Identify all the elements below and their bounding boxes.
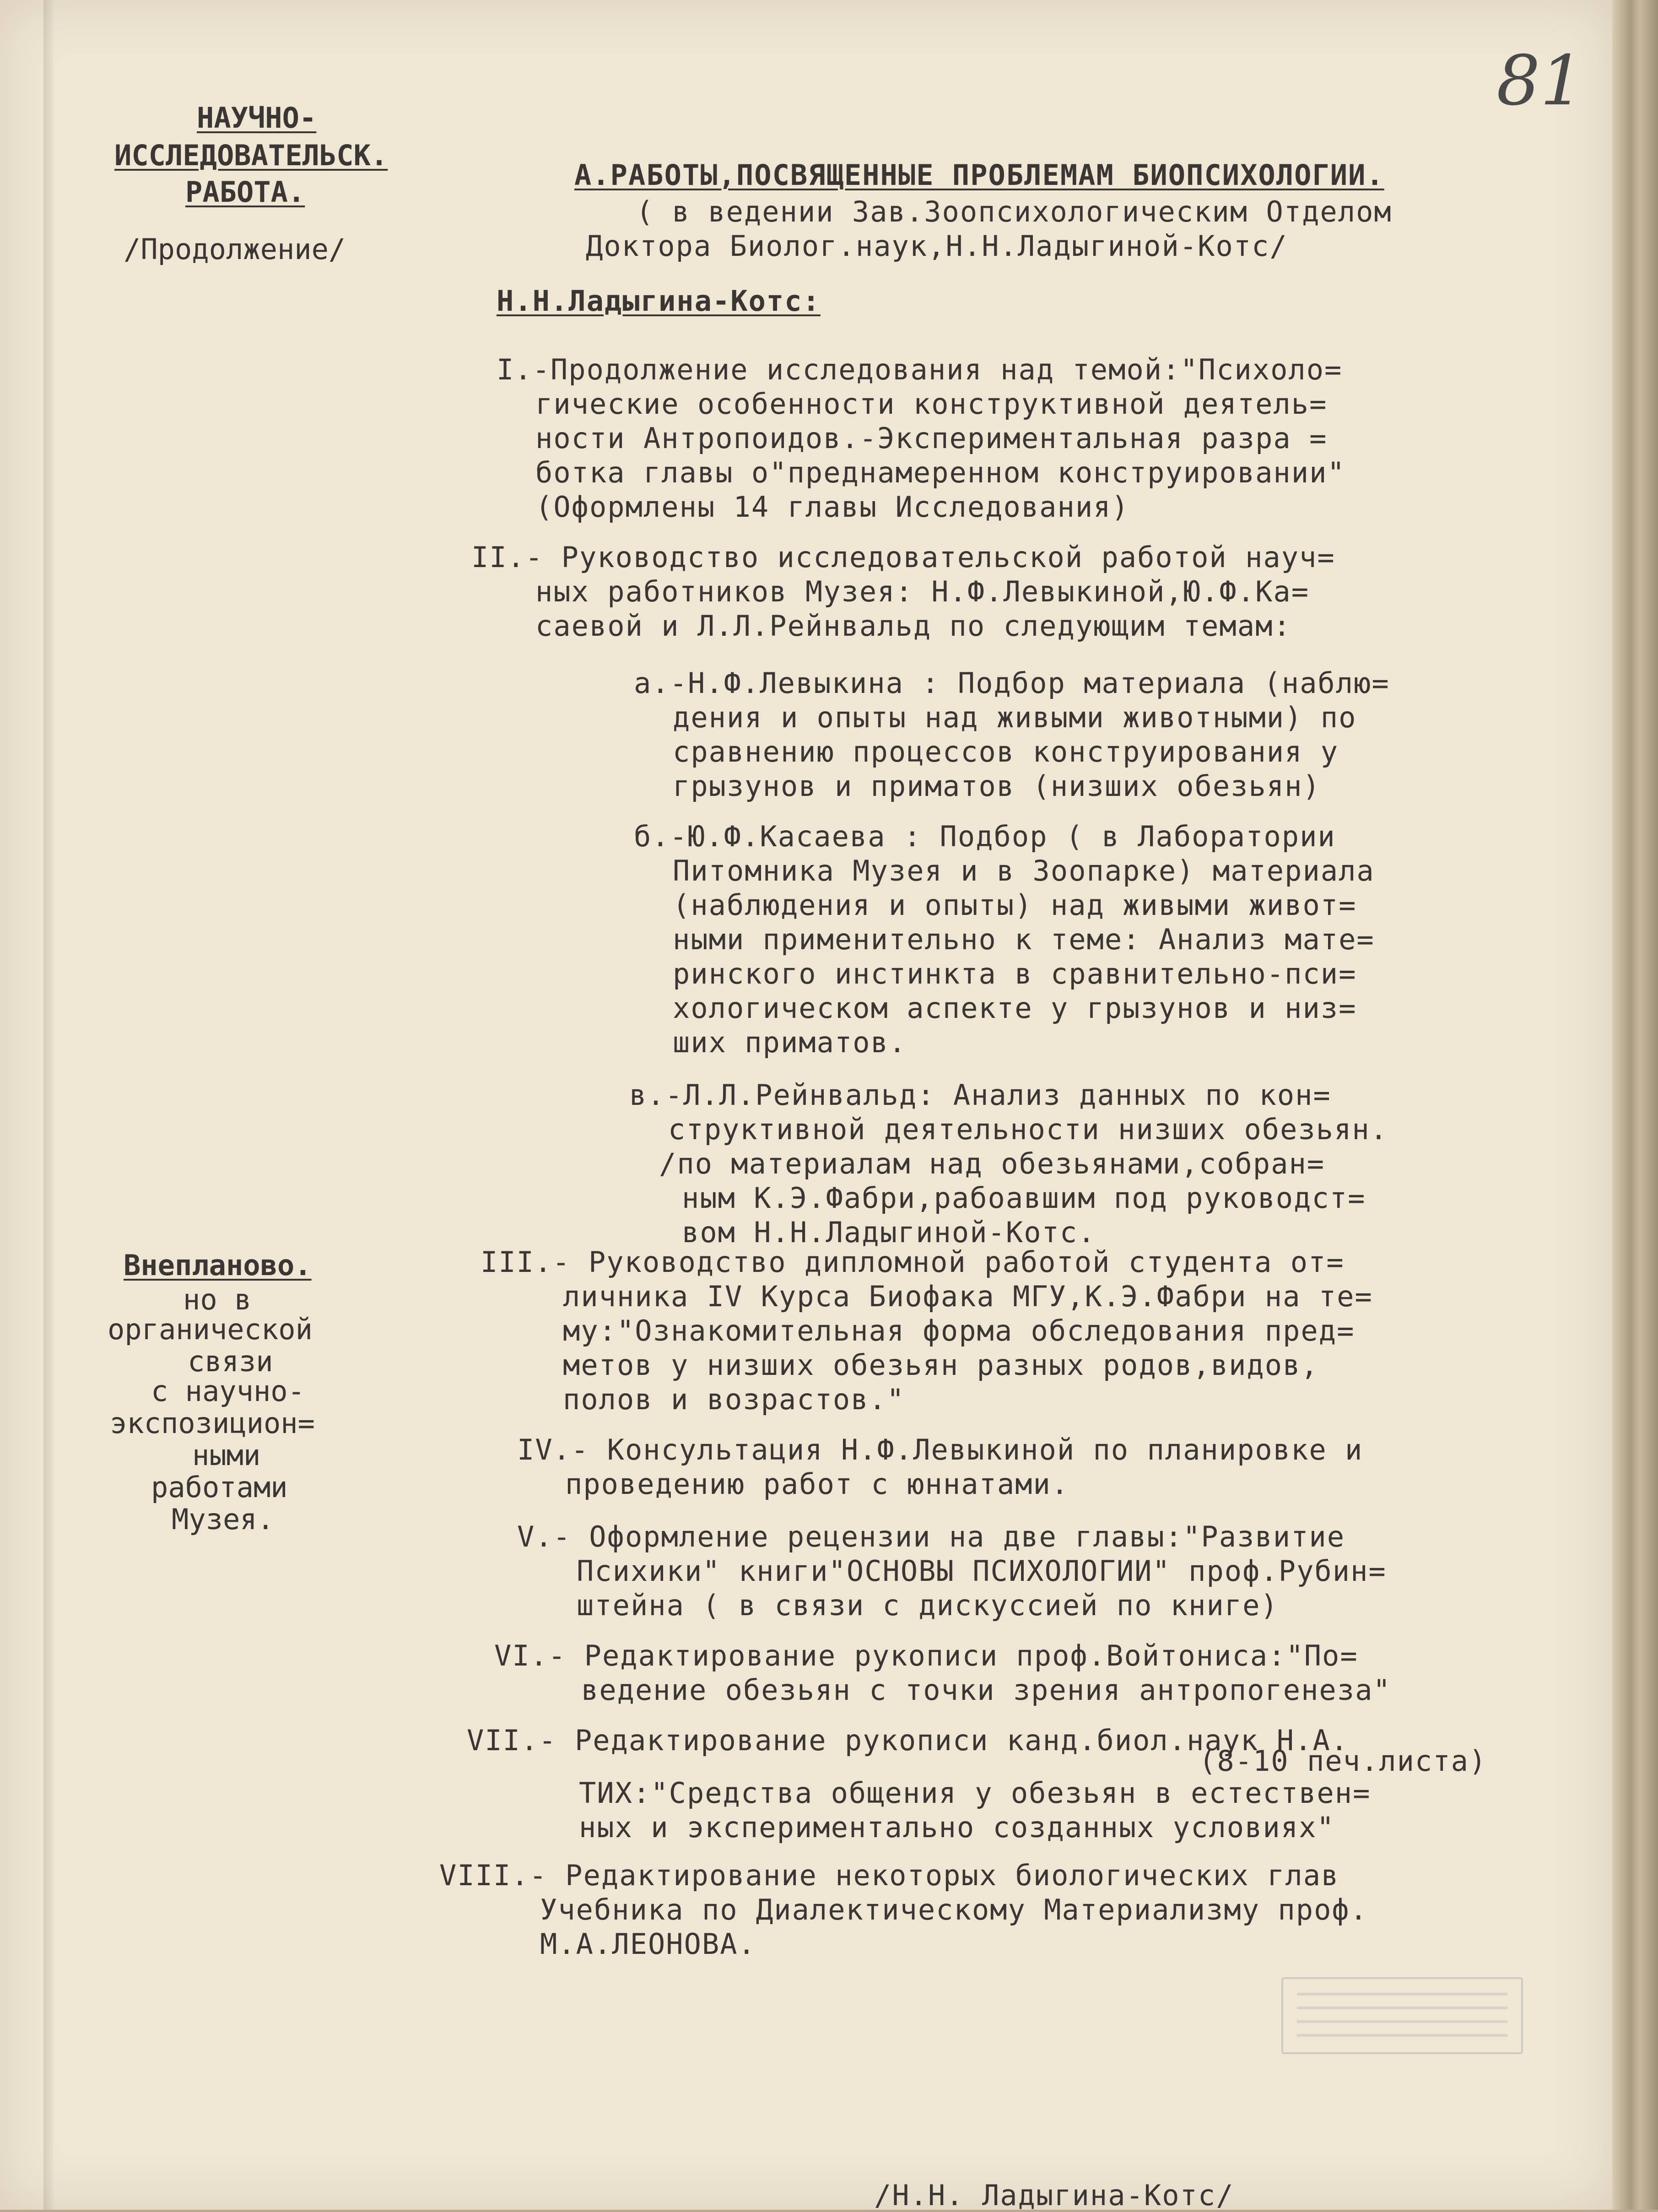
item-line: VIII.- Редактирование некоторых биологических глав [439,1859,1339,1892]
item-line: (наблюдения и опыты) над живыми живот= [673,888,1357,922]
item-line: полов и возрастов." [563,1383,905,1416]
item-line: грызунов и приматов (низших обезьян) [673,769,1321,803]
item-line: II.- Руководство исследовательской работой науч= [471,541,1335,574]
unplanned-line: но в [183,1283,252,1316]
heading-title: А.РАБОТЫ,ПОСВЯЩЕННЫЕ ПРОБЛЕМАМ БИОПСИХОЛОГИИ. [574,158,1384,192]
item-line: (8-10 печ.листа) [1199,1744,1487,1778]
unplanned-line: связи [188,1345,273,1378]
item-line: ведение обезьян с точки зрения антропогенеза" [581,1673,1391,1707]
item-line: ным К.Э.Фабри,рабоавшим под руководст= [682,1181,1366,1215]
unplanned-line: работами [151,1471,288,1504]
unplanned-line: с научно- [151,1374,305,1408]
item-line: вом Н.Н.Ладыгиной-Котс. [682,1216,1096,1249]
item-line: личника IV Курса Биофака МГУ,К.Э.Фабри на те= [563,1280,1373,1313]
item-line: Питомника Музея и в Зоопарке) материала [673,854,1375,887]
item-line: му:"Ознакомительная форма обследования пред= [563,1314,1355,1347]
author-name: Н.Н.Ладыгина-Котс: [497,284,821,318]
item-line: а.-Н.Ф.Левыкина : Подбор материала (наблю= [634,666,1390,700]
item-line: ных работников Музея: Н.Ф.Левыкиной,Ю.Ф.Ка= [535,575,1310,608]
page-number: 81 [1496,41,1584,121]
unplanned-line: ными [192,1439,261,1472]
item-line: ТИХ:"Средства общения у обезьян в естествен= [579,1776,1371,1810]
item-line: VII.- Редактирование рукописи канд.биол.наук Н.А. [467,1724,1349,1757]
unplanned-line: экспозицион= [110,1406,315,1440]
item-line: V.- Оформление рецензии на две главы:"Развитие [517,1520,1345,1553]
item-line: /по материалам над обезьянами,собран= [659,1147,1325,1180]
item-line: ших приматов. [673,1026,907,1059]
item-line: ных и экспериментально созданных условиях" [579,1811,1335,1844]
item-line: проведению работ с юннатами. [565,1467,1069,1501]
item-line: штейна ( в связи с дискуссией по книге) [577,1589,1279,1622]
item-line: б.-Ю.Ф.Касаева : Подбор ( в Лаборатории [634,820,1336,853]
item-line: гические особенности конструктивной деятель= [535,387,1328,421]
unplanned-line: Музея. [172,1503,274,1536]
unplanned-line: Внепланово. [124,1249,312,1282]
item-line: хологическом аспекте у грызунов и низ= [673,991,1357,1025]
item-line: метов у низших обезьян разных родов,видов, [563,1348,1319,1382]
item-line: структивной деятельности низших обезьян. [668,1113,1388,1146]
sidebar-continuation: /Продолжение/ [124,233,346,266]
item-line: сравнению процессов конструирования у [673,735,1339,768]
sidebar-title-line: РАБОТА. [185,175,305,209]
item-line: дения и опыты над живыми животными) по [673,701,1357,734]
item-line: III.- Руководство дипломной работой студента от= [481,1245,1345,1279]
heading-subtitle: ( в ведении Зав.Зоопсихологическим Отделом [636,195,1392,228]
item-line: Учебника по Диалектическому Материализму проф. [540,1893,1368,1926]
sidebar-title-line: ИССЛЕДОВАТЕЛЬСК. [114,139,388,172]
item-line: М.А.ЛЕОНОВА. [540,1927,756,1961]
sidebar-title-line: НАУЧНО- [197,101,317,135]
archive-stamp [1281,1977,1523,2054]
item-line: саевой и Л.Л.Рейнвальд по следующим темам: [535,609,1291,643]
item-line: (Оформлены 14 главы Исследования) [535,490,1129,524]
item-line: в.-Л.Л.Рейнвальд: Анализ данных по кон= [629,1078,1331,1112]
bottom-fragment: /Н.Н. Ладыгина-Котс/ [874,2179,1234,2212]
item-line: Психики" книги"ОСНОВЫ ПСИХОЛОГИИ" проф.Рубин= [577,1554,1387,1588]
unplanned-line: органической [108,1313,313,1346]
item-line: ринского инстинкта в сравнительно-пси= [673,957,1357,990]
item-line: ботка главы о"преднамеренном конструировании" [535,456,1345,489]
page-fold-shadow [43,0,54,2210]
item-line: ности Антропоидов.-Экспериментальная разра = [535,422,1328,455]
item-line: I.-Продолжение исследования над темой:"Психоло= [497,353,1343,386]
item-line: IV.- Консультация Н.Ф.Левыкиной по планировке и [517,1433,1363,1466]
item-line: VI.- Редактирование рукописи проф.Войтониса:"По= [494,1639,1358,1672]
page-stack-edge [1612,0,1658,2210]
heading-subtitle: Доктора Биолог.наук,Н.Н.Ладыгиной-Котс/ [586,229,1288,263]
item-line: ными применительно к теме: Анализ мате= [673,923,1375,956]
